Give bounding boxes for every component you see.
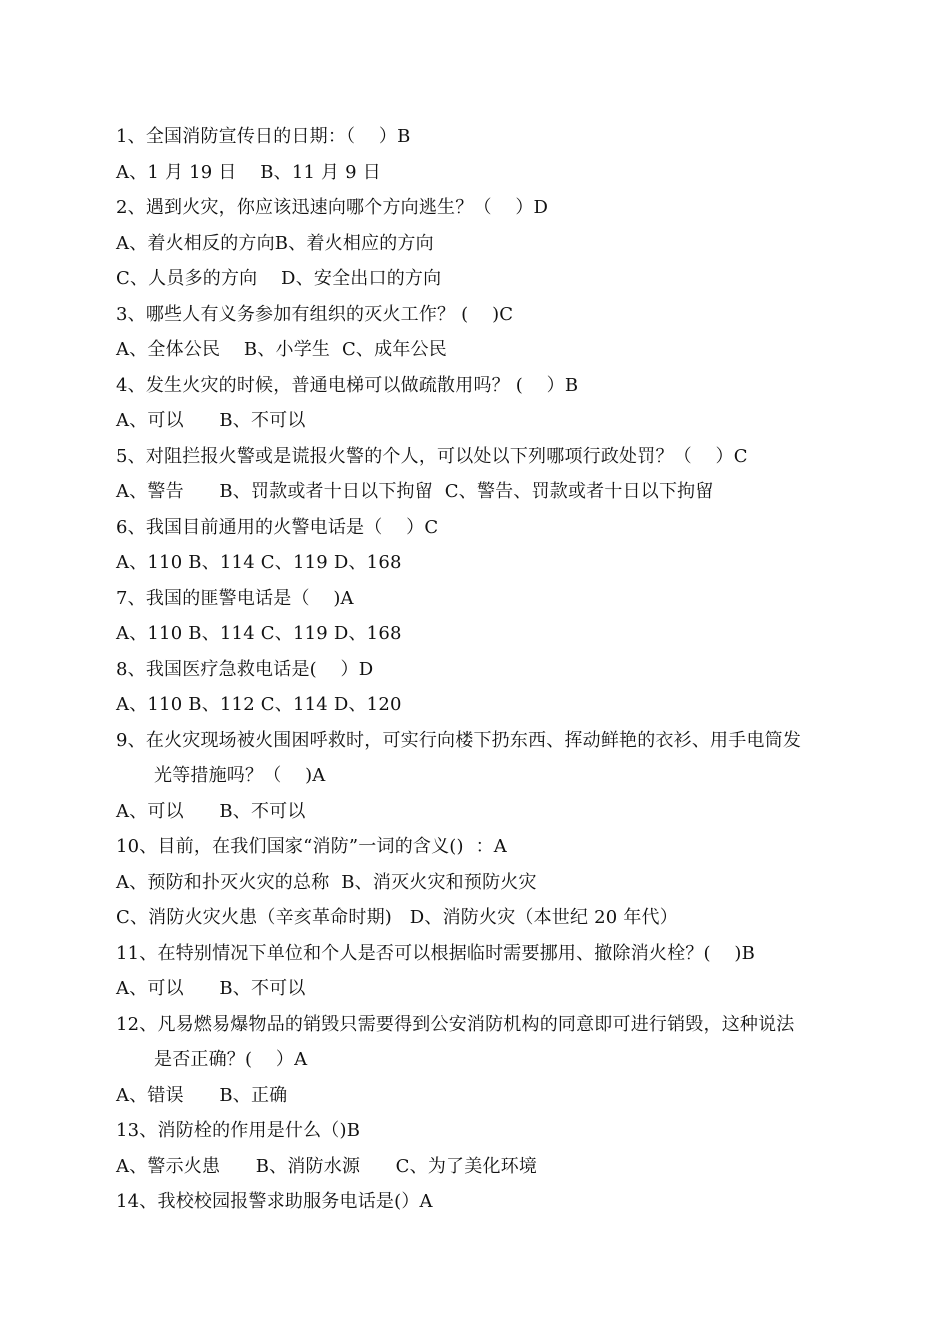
question-1: 1、全国消防宣传日的日期：（ ）B [116, 126, 411, 147]
question-8: 8、我国医疗急救电话是( ）D [116, 658, 374, 680]
options-2-row-2: C、人员多的方向 D、安全出口的方向 [116, 268, 442, 289]
question-2: 2、遇到火灾，你应该迅速向哪个方向逃生？（ ）D [116, 197, 549, 218]
question-9-line-1: 9、在火灾现场被火围困呼救时，可实行向楼下扔东西、挥动鲜艳的衣衫、用手电筒发 [116, 729, 802, 751]
question-10: 10、目前，在我们国家“消防”一词的含义() ：A [116, 836, 507, 857]
options-8: A、110 B、112 C、114 D、120 [116, 694, 402, 715]
question-13: 13、消防栓的作用是什么（)B [116, 1120, 361, 1141]
options-12: A、错误 B、正确 [116, 1084, 288, 1106]
question-3: 3、哪些人有义务参加有组织的灭火工作？ ( )C [116, 303, 514, 325]
question-7: 7、我国的匪警电话是（ )A [116, 587, 354, 609]
options-6: A、110 B、114 C、119 D、168 [116, 552, 402, 573]
options-2-row-1: A、着火相反的方向B、着火相应的方向 [116, 232, 434, 254]
options-7: A、110 B、114 C、119 D、168 [116, 623, 402, 644]
options-9: A、可以 B、不可以 [116, 800, 306, 822]
options-13: A、警示火患 B、消防水源 C、为了美化环境 [116, 1155, 538, 1177]
question-11: 11、在特别情况下单位和个人是否可以根据临时需要挪用、撤除消火栓？( )B [116, 942, 756, 964]
options-1: A、1 月 19 日 B、11 月 9 日 [116, 161, 381, 183]
question-14: 14、我校校园报警求助服务电话是(）A [116, 1191, 433, 1212]
options-10-row-2: C、消防火灾火患（辛亥革命时期) D、消防火灾（本世纪 20 年代） [116, 907, 678, 928]
options-10-row-1: A、预防和扑灭火灾的总称 B、消灭火灾和预防火灾 [116, 871, 537, 893]
options-3: A、全体公民 B、小学生 C、成年公民 [116, 339, 447, 360]
question-5: 5、对阻拦报火警或是谎报火警的个人，可以处以下列哪项行政处罚？（ ）C [116, 445, 748, 467]
question-12-line-1: 12、凡易燃易爆物品的销毁只需要得到公安消防机构的同意即可进行销毁，这种说法 [116, 1013, 795, 1035]
question-6: 6、我国目前通用的火警电话是（ ）C [116, 516, 439, 538]
options-4: A、可以 B、不可以 [116, 410, 306, 431]
question-12-line-2: 是否正确？( ）A [154, 1049, 308, 1070]
options-5: A、警告 B、罚款或者十日以下拘留 C、警告、罚款或者十日以下拘留 [116, 481, 714, 502]
options-11: A、可以 B、不可以 [116, 978, 306, 999]
question-4: 4、发生火灾的时候，普通电梯可以做疏散用吗？ ( ）B [116, 374, 579, 396]
quiz-content [116, 119, 846, 1220]
question-9-line-2: 光等措施吗？（ )A [154, 765, 326, 786]
